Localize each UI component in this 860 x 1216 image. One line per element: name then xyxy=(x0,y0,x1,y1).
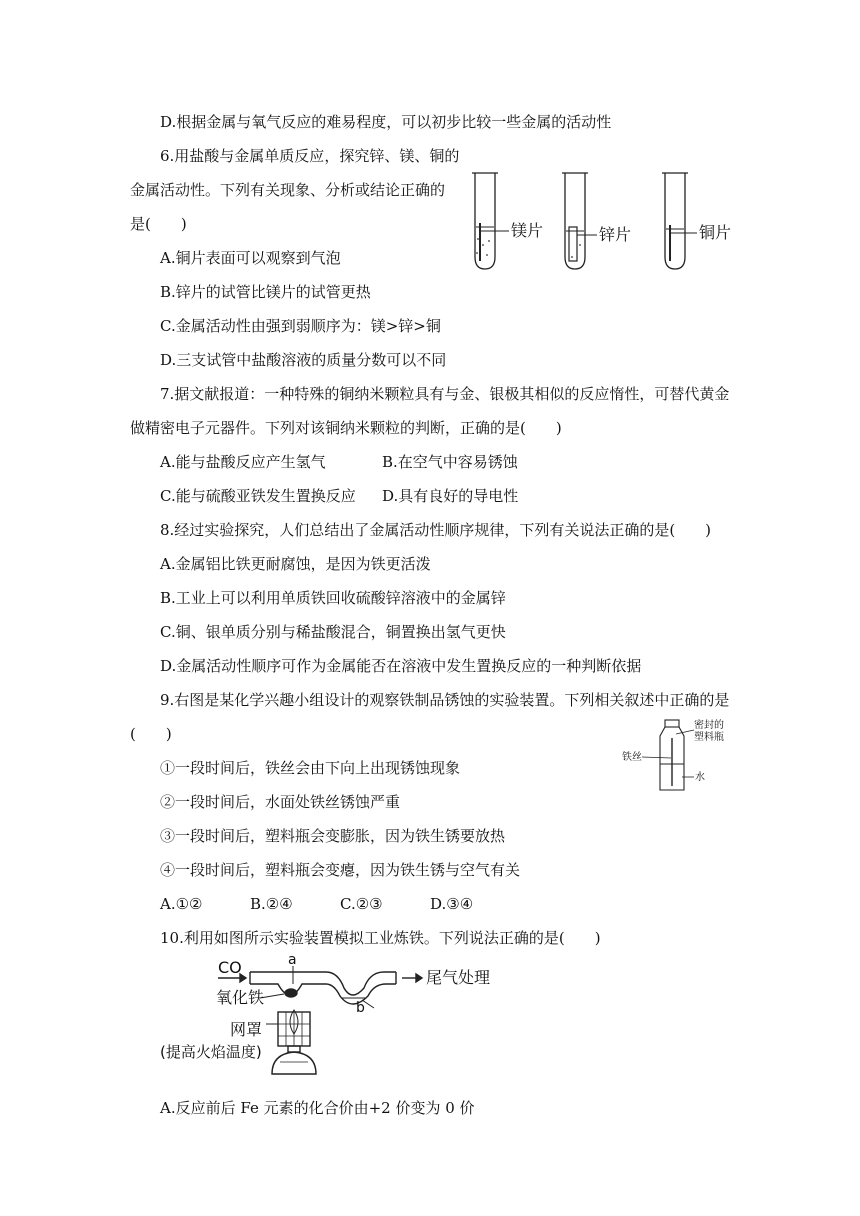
q8-option-d: D.金属活动性顺序可作为金属能否在溶液中发生置换反应的一种判断依据 xyxy=(160,657,642,675)
zinc-label: 锌片 xyxy=(599,225,632,244)
q9-option-c: C.②③ xyxy=(340,895,383,913)
q6-stem-line3: 是( ) xyxy=(130,215,187,233)
copper-label: 铜片 xyxy=(699,223,732,242)
q6-option-c: C.金属活动性由强到弱顺序为：镁>锌>铜 xyxy=(160,317,441,335)
q7-option-c: C.能与硫酸亚铁发生置换反应 xyxy=(160,487,356,505)
q6-option-b: B.锌片的试管比镁片的试管更热 xyxy=(160,283,371,301)
bottle-label-1: 密封的 xyxy=(694,720,724,731)
bottle-label-2: 塑料瓶 xyxy=(694,732,724,743)
q8-option-a: A.金属铝比铁更耐腐蚀，是因为铁更活泼 xyxy=(160,555,431,573)
zinc-strip xyxy=(569,227,577,261)
tube-3 xyxy=(665,173,685,269)
test-tubes-figure xyxy=(465,165,745,275)
q8-option-b: B.工业上可以利用单质铁回收硫酸锌溶液中的金属锌 xyxy=(160,589,506,607)
q7-stem-line2: 做精密电子元器件。下列对该铜纳米颗粒的判断，正确的是( ) xyxy=(130,419,562,437)
q6-stem-line1: 6.用盐酸与金属单质反应，探究锌、镁、铜的 xyxy=(160,147,460,165)
iron-smelting-figure xyxy=(160,950,500,1080)
q6-option-d: D.三支试管中盐酸溶液的质量分数可以不同 xyxy=(160,351,447,369)
q8-stem: 8.经过实验探究，人们总结出了金属活动性顺序规律，下列有关说法正确的是( ) xyxy=(160,521,712,539)
q7-option-b: B.在空气中容易锈蚀 xyxy=(382,453,518,471)
iron-oxide-sample xyxy=(285,989,297,997)
label-a: a xyxy=(288,952,297,968)
q9-statement-2: ②一段时间后，水面处铁丝锈蚀严重 xyxy=(160,793,401,811)
q6-stem-line2: 金属活动性。下列有关现象、分析或结论正确的 xyxy=(130,181,446,199)
q9-statement-4: ④一段时间后，塑料瓶会变瘪，因为铁生锈与空气有关 xyxy=(160,861,521,879)
mesh-note: (提高火焰温度) xyxy=(160,1043,262,1061)
q10-option-a: A.反应前后 Fe 元素的化合价由+2 价变为 0 价 xyxy=(160,1099,475,1117)
q9-option-b: B.②④ xyxy=(250,895,293,913)
co-label: CO xyxy=(218,958,242,977)
tail-gas-label: 尾气处理 xyxy=(426,968,491,987)
q9-statement-3: ③一段时间后，塑料瓶会变膨胀，因为铁生锈要放热 xyxy=(160,827,506,845)
q7-stem-line1: 7.据文献报道：一种特殊的铜纳米颗粒具有与金、银极其相似的反应惰性，可替代黄金 xyxy=(160,385,730,403)
q9-stem-line2: ( ) xyxy=(130,725,172,743)
q5-option-d: D.根据金属与氧气反应的难易程度，可以初步比较一些金属的活动性 xyxy=(160,113,612,131)
bottle-figure xyxy=(620,718,730,794)
q7-option-d: D.具有良好的导电性 xyxy=(382,487,519,505)
wire-label: 铁丝 xyxy=(622,752,642,763)
q9-stem-line1: 9.右图是某化学兴趣小组设计的观察铁制品锈蚀的实验装置。下列相关叙述中正确的是 xyxy=(160,691,730,709)
q9-option-d: D.③④ xyxy=(430,895,474,913)
bottle-cap xyxy=(665,720,679,727)
q8-option-c: C.铜、银单质分别与稀盐酸混合，铜置换出氢气更快 xyxy=(160,623,506,641)
q6-option-a: A.铜片表面可以观察到气泡 xyxy=(160,249,341,267)
tube-2 xyxy=(565,173,585,269)
label-b: b xyxy=(356,1000,365,1016)
magnesium-label: 镁片 xyxy=(511,221,544,240)
q9-option-a: A.①② xyxy=(160,895,203,913)
q9-statement-1: ①一段时间后，铁丝会由下向上出现锈蚀现象 xyxy=(160,759,461,777)
mesh-label: 网罩 xyxy=(230,1020,263,1039)
alcohol-lamp xyxy=(272,1052,316,1074)
iron-oxide-label: 氧化铁 xyxy=(216,988,265,1007)
q10-stem: 10.利用如图所示实验装置模拟工业炼铁。下列说法正确的是( ) xyxy=(160,929,601,947)
tube-1 xyxy=(475,173,495,269)
q7-option-a: A.能与盐酸反应产生氢气 xyxy=(160,453,326,471)
water-label: 水 xyxy=(695,772,705,783)
